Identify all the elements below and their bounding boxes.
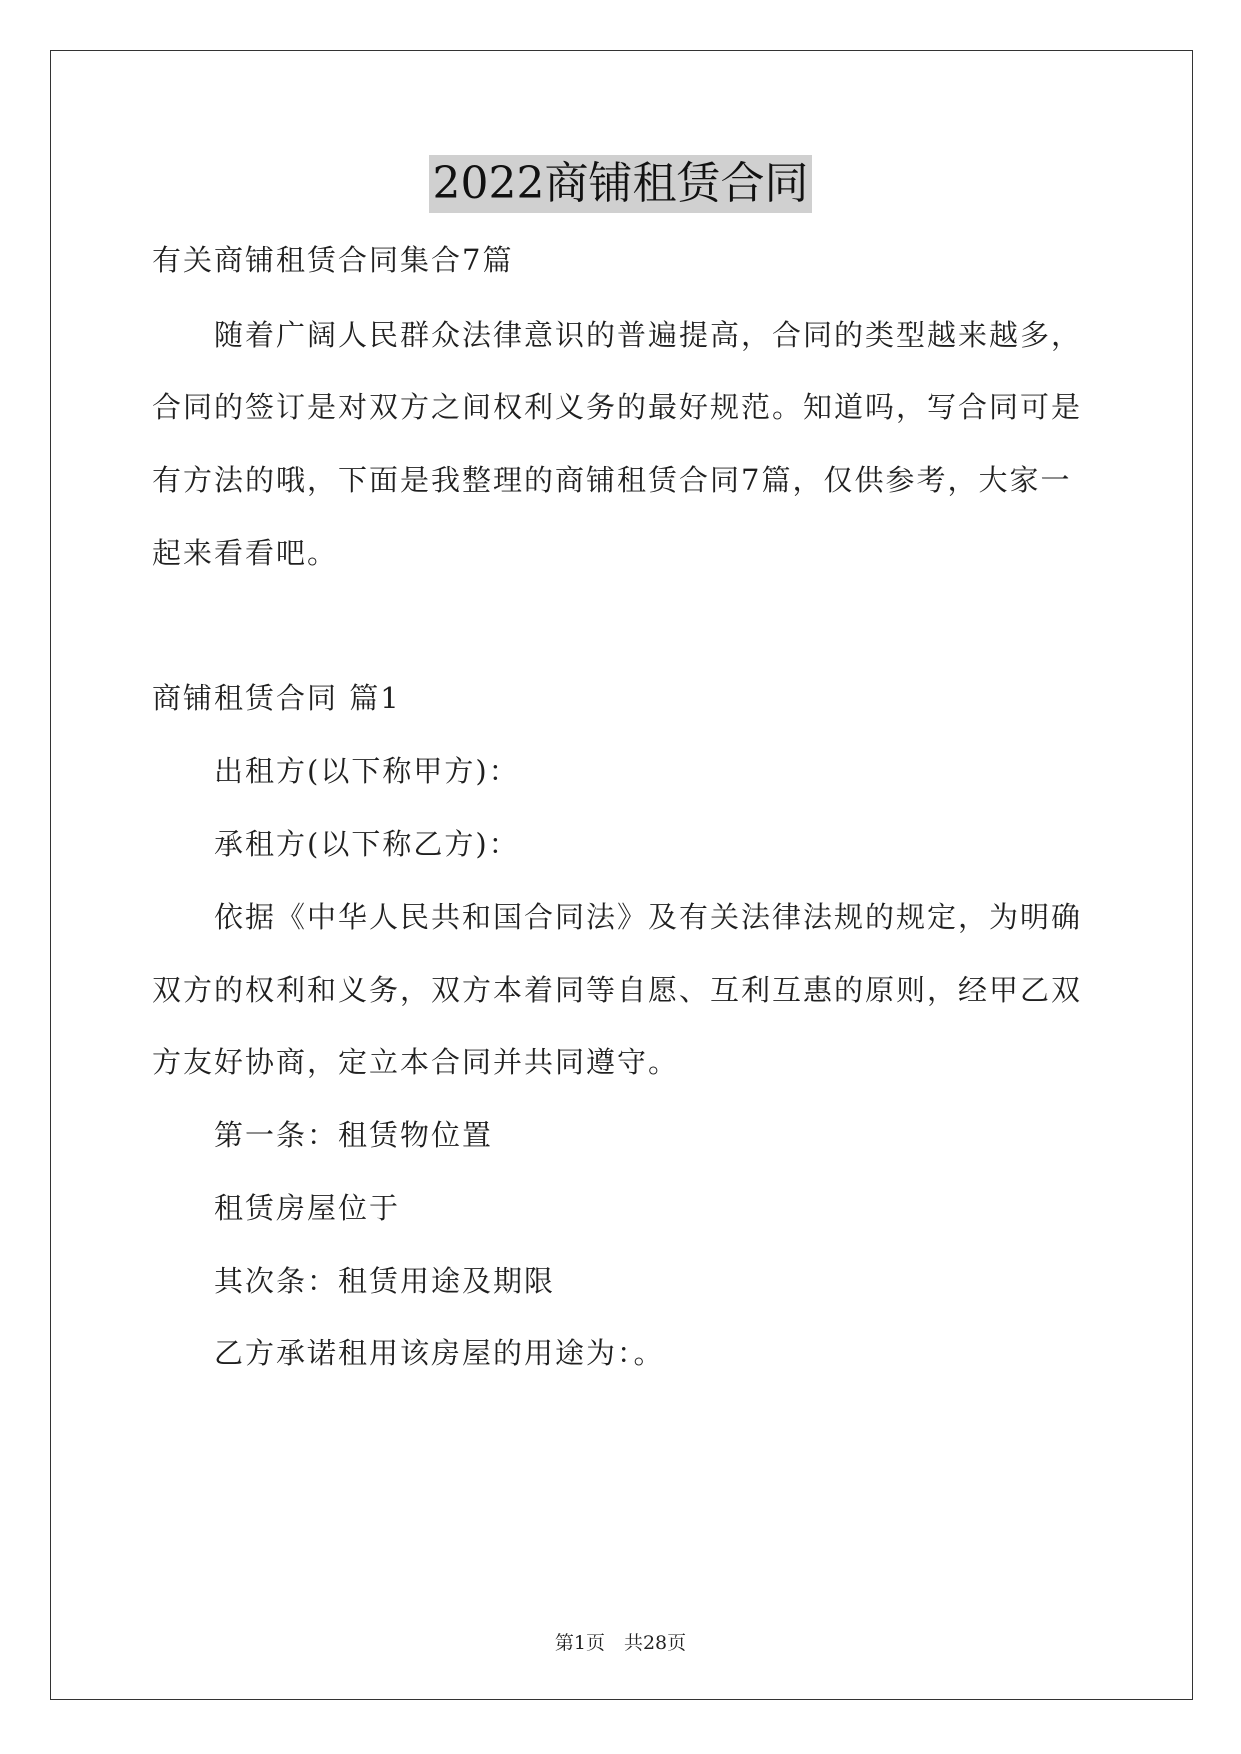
article-2-title: 其次条：租赁用途及期限: [214, 1264, 556, 1298]
document-subtitle: 有关商铺租赁合同集合7篇: [152, 243, 514, 277]
lessee-line: 承租方(以下称乙方)：: [214, 827, 520, 861]
intro-line-3: 有方法的哦，下面是我整理的商铺租赁合同7篇，仅供参考，大家一: [152, 463, 1072, 497]
article-1-text: 租赁房屋位于: [214, 1191, 401, 1225]
basis-line-3: 方友好协商，定立本合同并共同遵守。: [152, 1045, 680, 1079]
intro-line-2: 合同的签订是对双方之间权利义务的最好规范。知道吗，写合同可是: [152, 390, 1083, 424]
basis-line-1: 依据《中华人民共和国合同法》及有关法律法规的规定，为明确: [214, 900, 1083, 934]
basis-line-2: 双方的权利和义务，双方本着同等自愿、互利互惠的原则，经甲乙双: [152, 973, 1083, 1007]
lessor-line: 出租方(以下称甲方)：: [214, 754, 520, 788]
intro-line-1: 随着广阔人民群众法律意识的普遍提高，合同的类型越来越多，: [214, 318, 1083, 352]
article-2-text: 乙方承诺租用该房屋的用途为：。: [214, 1336, 665, 1370]
page-number-footer: 第1页 共28页: [554, 1632, 687, 1654]
article-1-title: 第一条：租赁物位置: [214, 1118, 494, 1152]
section-heading: 商铺租赁合同 篇1: [152, 681, 401, 715]
page-border: [50, 50, 1193, 1700]
intro-line-4: 起来看看吧。: [152, 536, 339, 570]
title-container: [0, 155, 1241, 213]
document-title: 2022商铺租赁合同: [429, 155, 813, 213]
